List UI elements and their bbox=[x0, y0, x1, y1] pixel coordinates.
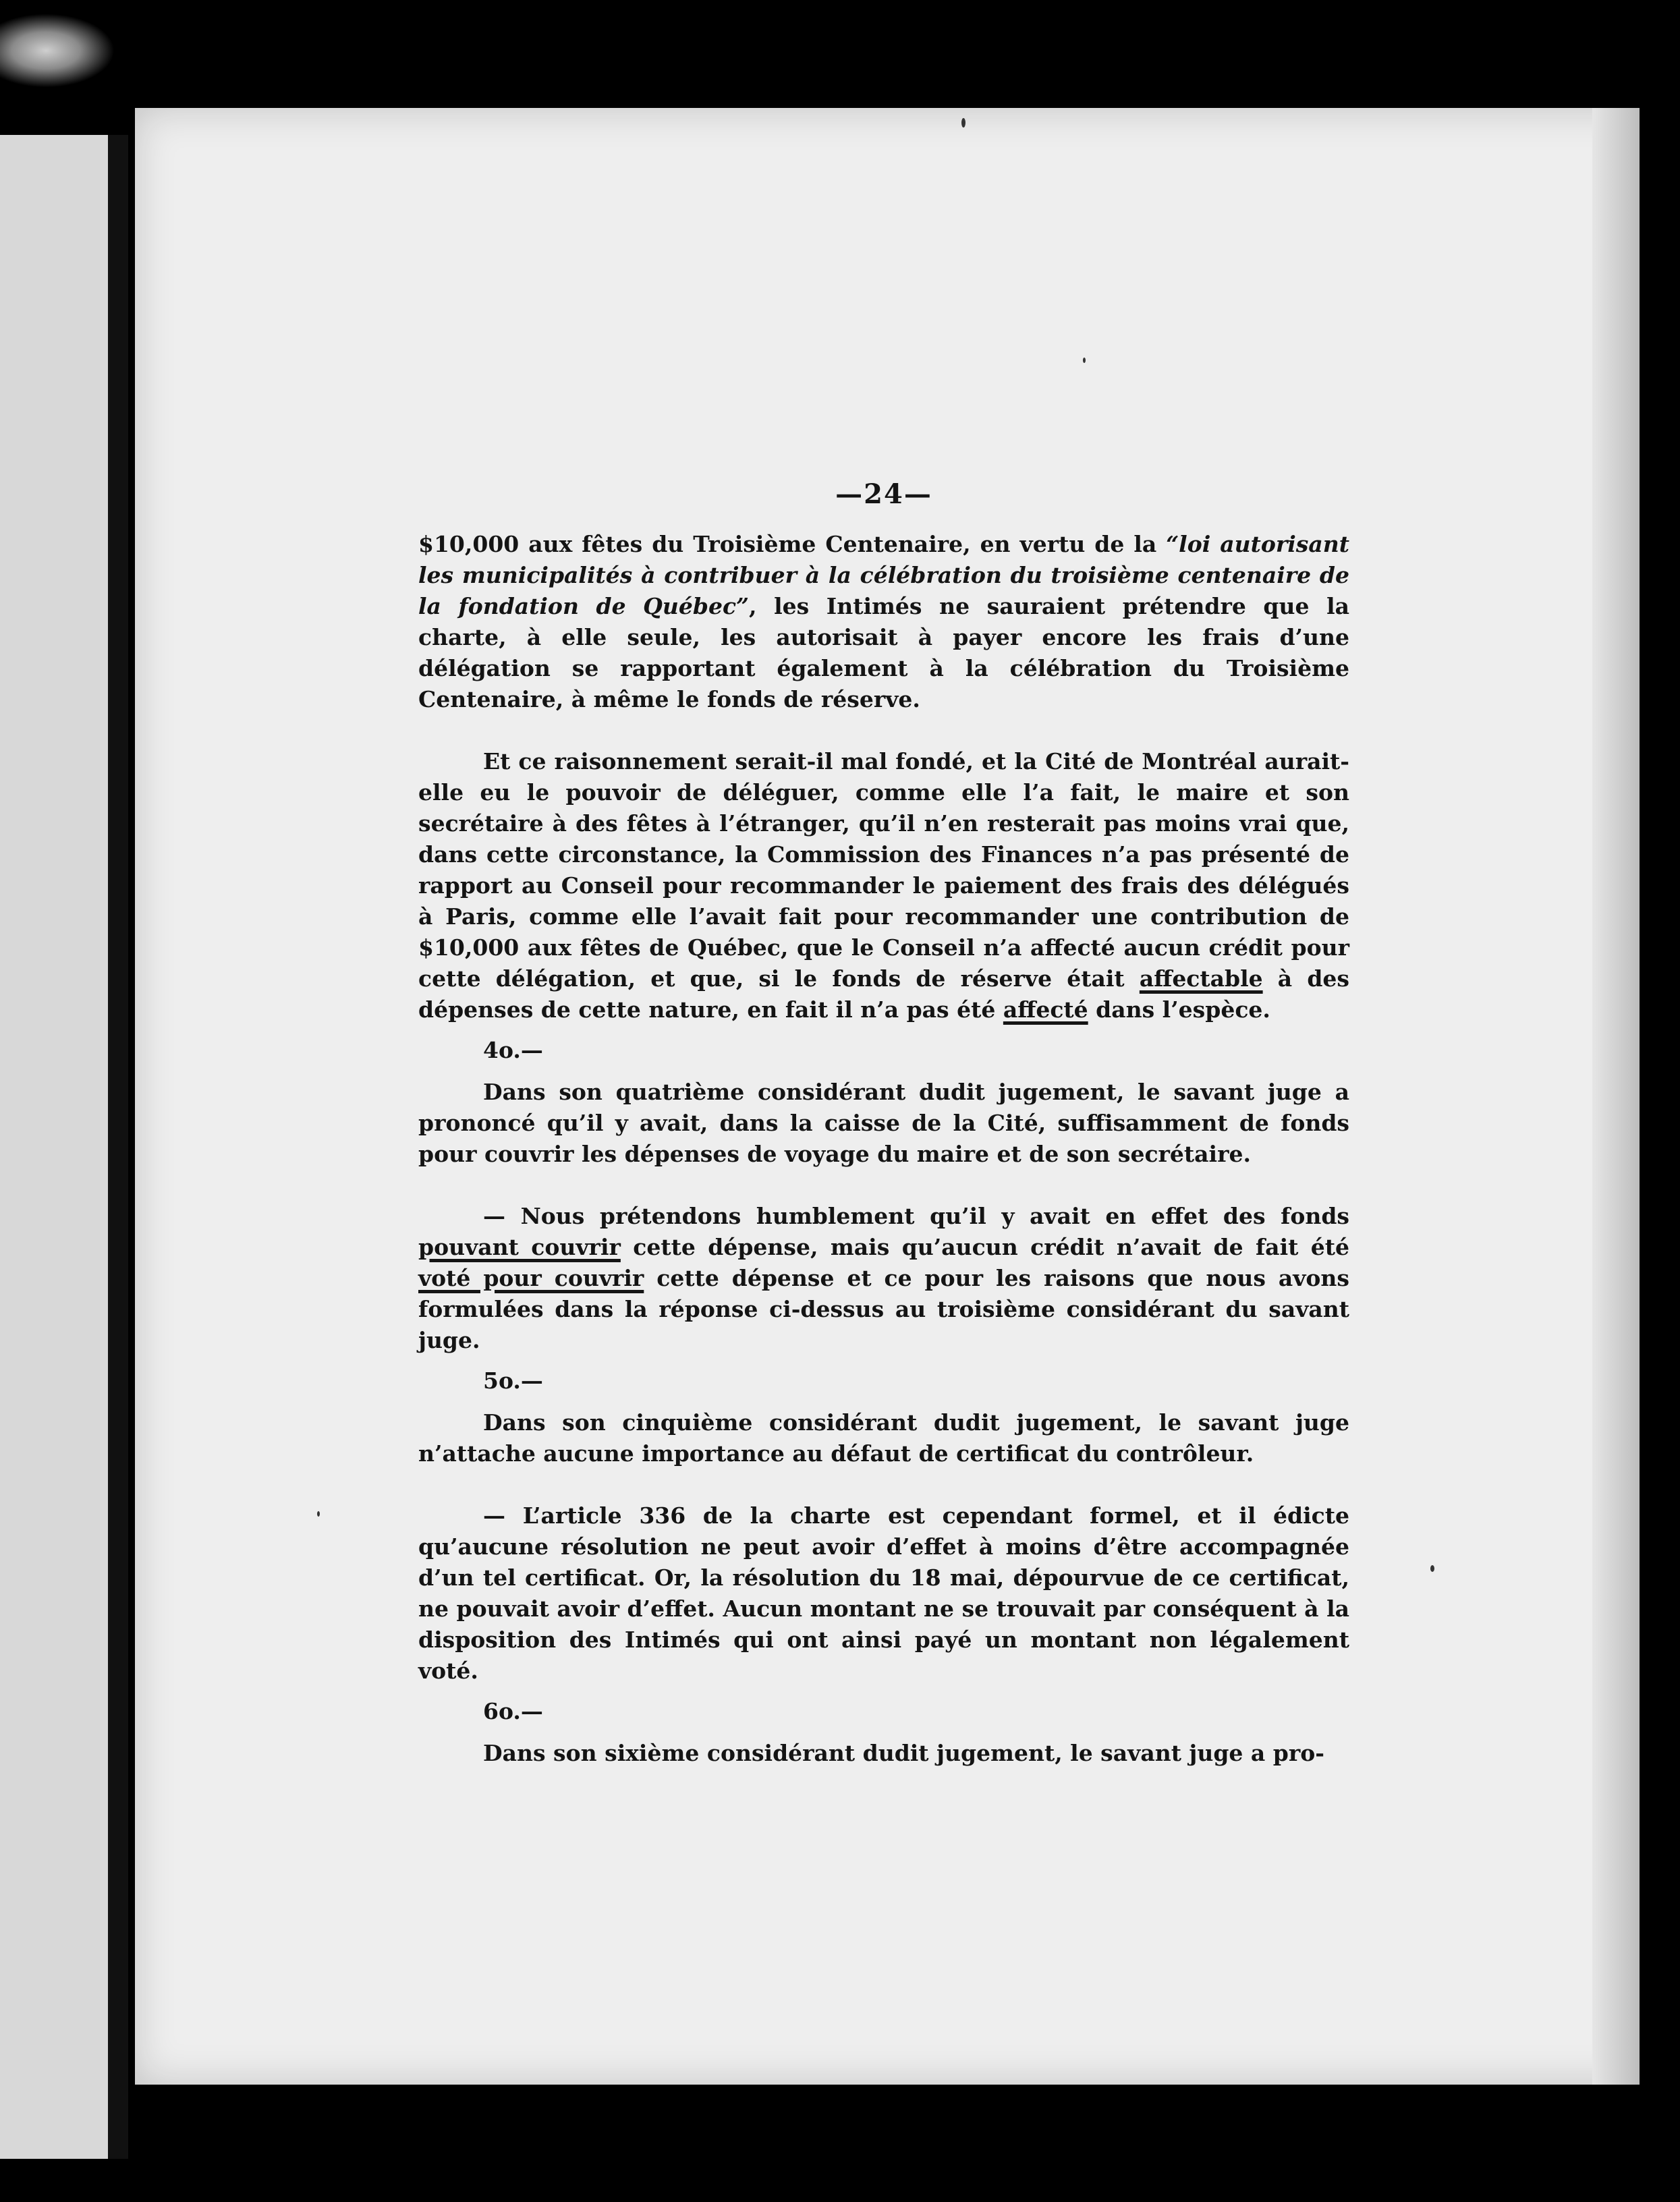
section-4-text-c: cette dépense et ce pour les raisons que nous avons formulées dans la réponse ci-dessus au troisième considérant du savant juge. bbox=[418, 1265, 1349, 1353]
underlined-vote-pour-couvrir: voté pour couvrir bbox=[418, 1265, 644, 1291]
paragraph-2-text-c: dans l’espèce. bbox=[1088, 996, 1270, 1023]
section-4-text-a: — Nous prétendons humblement qu’il y avait en effet des fonds bbox=[483, 1203, 1349, 1229]
section-4-paragraph-1: Dans son quatrième considérant dudit jugement, le savant juge a prononcé qu’il y avait, dans la caisse de la Cité, suffisamment de fonds pour couvrir les dépenses de voyage du maire et de son secrétaire. bbox=[418, 1079, 1349, 1167]
section-4-paragraph-2 bbox=[418, 1201, 1349, 1356]
paragraph-1 bbox=[418, 529, 1349, 715]
section-6-number: 6o.— bbox=[483, 1698, 543, 1724]
paragraph-1-text-b: , les Intimés ne sauraient prétendre que la charte, à elle seule, les autorisait à payer encore les frais d’une délégation se rapportant également à la célébration du Troisième Centenaire, à même le fonds de réserve. bbox=[418, 593, 1349, 712]
section-5-paragraph-2: — L’article 336 de la charte est cependant formel, et il édicte qu’aucune résolution ne peut avoir d’effet à moins d’être accompagnée d’un tel certificat. Or, la résolution du 18 mai, dépourvue de ce certificat, ne pouvait avoir d’effet. Aucun montant ne se trouvait par conséquent à la disposition des Intimés qui ont ainsi payé un montant non légalement voté. bbox=[418, 1502, 1349, 1684]
section-6-paragraph-1: Dans son sixième considérant dudit jugement, le savant juge a pro- bbox=[483, 1740, 1324, 1766]
section-4-text-b: cette dépense, mais qu’aucun crédit n’avait de fait été bbox=[620, 1234, 1349, 1260]
underlined-affecte: affecté bbox=[1003, 996, 1088, 1023]
scan-speck bbox=[961, 118, 965, 128]
document-body bbox=[418, 479, 1349, 1769]
paragraph-2 bbox=[418, 746, 1349, 1025]
underlined-pouvant-couvrir: pouvant couvrir bbox=[418, 1234, 621, 1260]
scan-speck bbox=[317, 1511, 320, 1517]
section-4-number: 4o.— bbox=[483, 1037, 543, 1063]
paragraph-1-text-a: $10,000 aux fêtes du Troisième Centenaire, en vertu de la bbox=[418, 531, 1167, 557]
law-title-italic: “loi autorisant les municipalités à contribuer à la célébration du troisième centenaire de la fondation de Québec” bbox=[418, 531, 1349, 619]
scan-speck bbox=[1430, 1565, 1434, 1572]
paragraph-2-text-b: à des dépenses de cette nature, en fait il n’a pas été bbox=[418, 965, 1350, 1023]
gutter-shadow bbox=[108, 135, 128, 2159]
section-5-paragraph-1: Dans son cinquième considérant dudit jugement, le savant juge n’attache aucune importance au défaut de certificat du contrôleur. bbox=[418, 1409, 1349, 1467]
facing-page-edge bbox=[0, 135, 108, 2159]
scan-artifact bbox=[0, 13, 115, 88]
page-edge-shading bbox=[1592, 108, 1640, 2085]
paragraph-2-text-a: Et ce raisonnement serait-il mal fondé, et la Cité de Montréal aurait-elle eu le pouvoir de déléguer, comme elle l’a fait, le maire et son secrétaire à des fêtes à l’étranger, qu’il n’en resterait pas moins vrai que, dans cette circonstance, la Commission des Finances n’a pas présenté de rapport au Conseil pour recommander le paiement des frais des délégués à Paris, comme elle l’avait fait pour recommander une contribution de $10,000 aux fêtes de Québec, que le Conseil n’a affecté aucun crédit pour cette délégation, et que, si le fonds de réserve était bbox=[418, 748, 1349, 992]
page-number: —24— bbox=[835, 478, 932, 510]
scan-speck bbox=[1083, 358, 1086, 363]
underlined-affectable: affectable bbox=[1139, 965, 1263, 992]
section-5-number: 5o.— bbox=[483, 1367, 543, 1394]
